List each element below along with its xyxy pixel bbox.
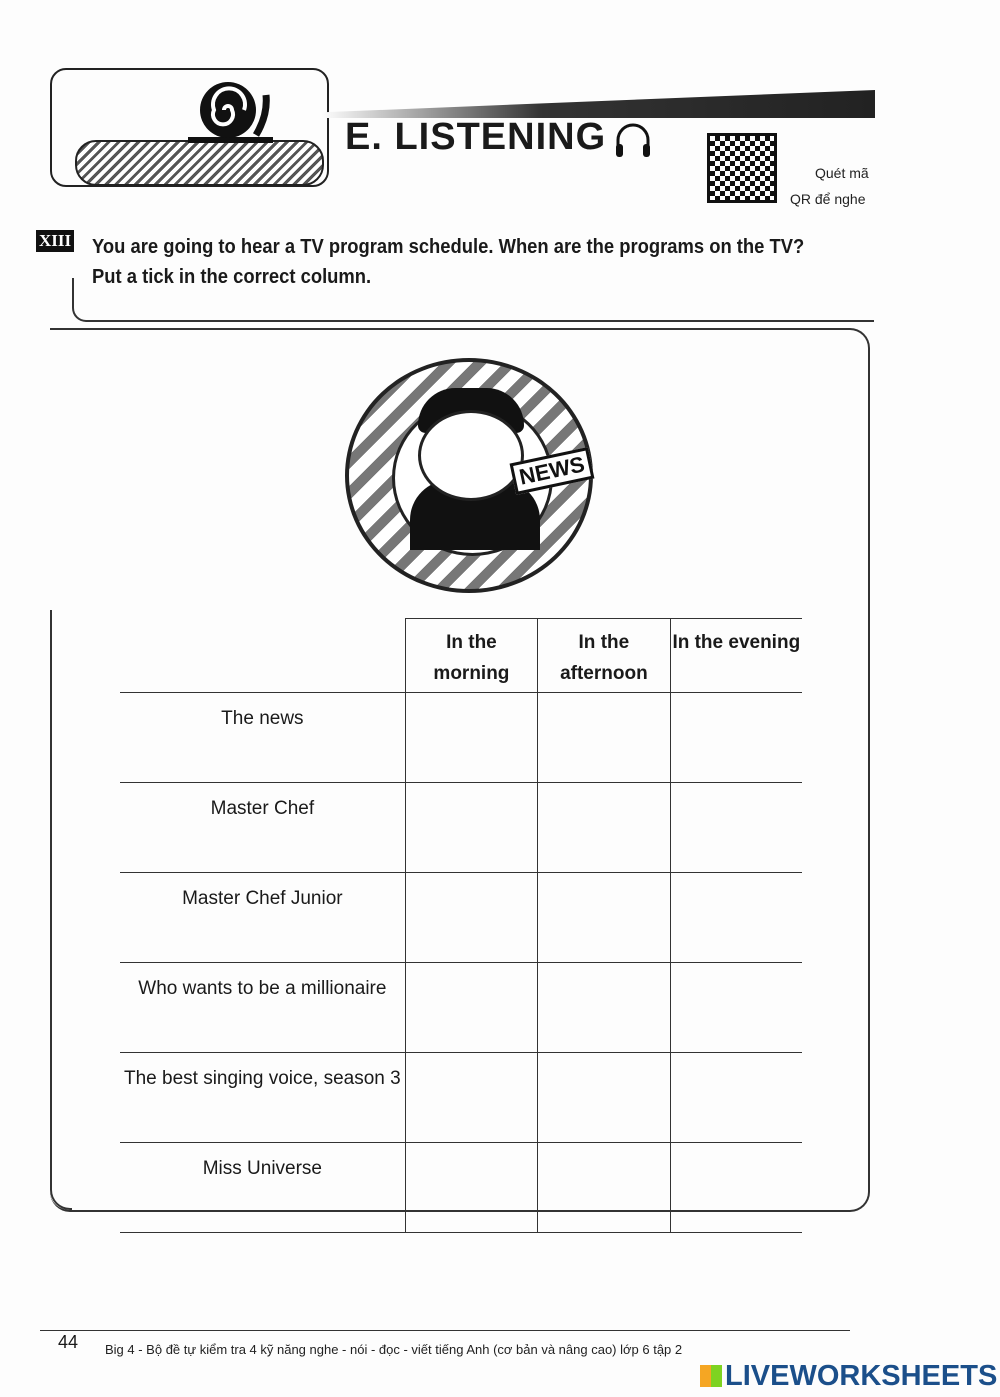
brand-text: LIVEWORKSHEETS	[725, 1360, 998, 1392]
tick-cell-afternoon[interactable]	[538, 963, 671, 1053]
headphones-icon	[612, 120, 654, 162]
reporter-face	[418, 410, 524, 501]
table-row	[120, 873, 802, 963]
column-header-evening: In the evening	[670, 619, 802, 693]
tick-cell-morning[interactable]	[405, 873, 537, 963]
book-title: Big 4 - Bộ đề tự kiểm tra 4 kỹ năng nghe - nói - đọc - viết tiếng Anh (cơ bản và nâng cao) lớp 6 tập 2	[105, 1342, 683, 1357]
program-name: Master Chef Junior	[120, 873, 405, 963]
liveworksheets-brand[interactable]	[700, 1360, 997, 1393]
program-name: The best singing voice, season 3	[120, 1053, 405, 1143]
tick-cell-evening[interactable]	[670, 693, 802, 783]
tick-cell-afternoon[interactable]	[538, 873, 671, 963]
tick-cell-evening[interactable]	[670, 873, 802, 963]
table-row	[120, 1053, 802, 1143]
footer-divider	[40, 1330, 850, 1331]
qr-code[interactable]	[707, 133, 777, 203]
exercise-panel-left-edge	[50, 610, 72, 1210]
tick-cell-evening[interactable]	[670, 783, 802, 873]
news-label: NEWS	[510, 447, 595, 495]
tick-cell-morning[interactable]	[405, 1143, 537, 1233]
tick-cell-evening[interactable]	[670, 963, 802, 1053]
tick-cell-evening[interactable]	[670, 1143, 802, 1233]
program-name: Who wants to be a millionaire	[120, 963, 405, 1053]
tick-cell-morning[interactable]	[405, 783, 537, 873]
program-name: Master Chef	[120, 783, 405, 873]
table-row	[120, 783, 802, 873]
table-row	[120, 963, 802, 1053]
exercise-instruction: You are going to hear a TV program schedule. When are the programs on the TV? Put a tick in the correct column.	[92, 236, 805, 288]
banner-city-skyline	[320, 90, 875, 118]
column-header-morning: In the morning	[405, 619, 537, 693]
tick-cell-afternoon[interactable]	[538, 693, 671, 783]
program-name: The news	[120, 693, 405, 783]
page-number: 44	[58, 1332, 79, 1352]
column-header-afternoon: In the afternoon	[538, 619, 671, 693]
qr-caption-line1: Quét mã	[815, 165, 869, 181]
snail-icon	[188, 75, 278, 145]
tick-cell-afternoon[interactable]	[538, 1143, 671, 1233]
table-header-row	[120, 619, 802, 693]
schedule-table	[120, 618, 802, 1233]
section-title: E. LISTENING	[345, 116, 607, 158]
tick-cell-morning[interactable]	[405, 693, 537, 783]
tick-cell-afternoon[interactable]	[538, 1053, 671, 1143]
tick-cell-evening[interactable]	[670, 1053, 802, 1143]
tick-cell-afternoon[interactable]	[538, 783, 671, 873]
table-row	[120, 1143, 802, 1233]
table-header-empty	[120, 619, 405, 693]
banner-striped-bar	[75, 140, 324, 186]
tick-cell-morning[interactable]	[405, 1053, 537, 1143]
qr-caption-line2: QR để nghe	[790, 191, 866, 207]
program-name: Miss Universe	[120, 1143, 405, 1233]
liveworksheets-logo-icon	[700, 1365, 722, 1387]
exercise-number: XIII	[36, 230, 74, 252]
table-row	[120, 693, 802, 783]
qr-caption	[790, 160, 869, 212]
tick-cell-morning[interactable]	[405, 963, 537, 1053]
